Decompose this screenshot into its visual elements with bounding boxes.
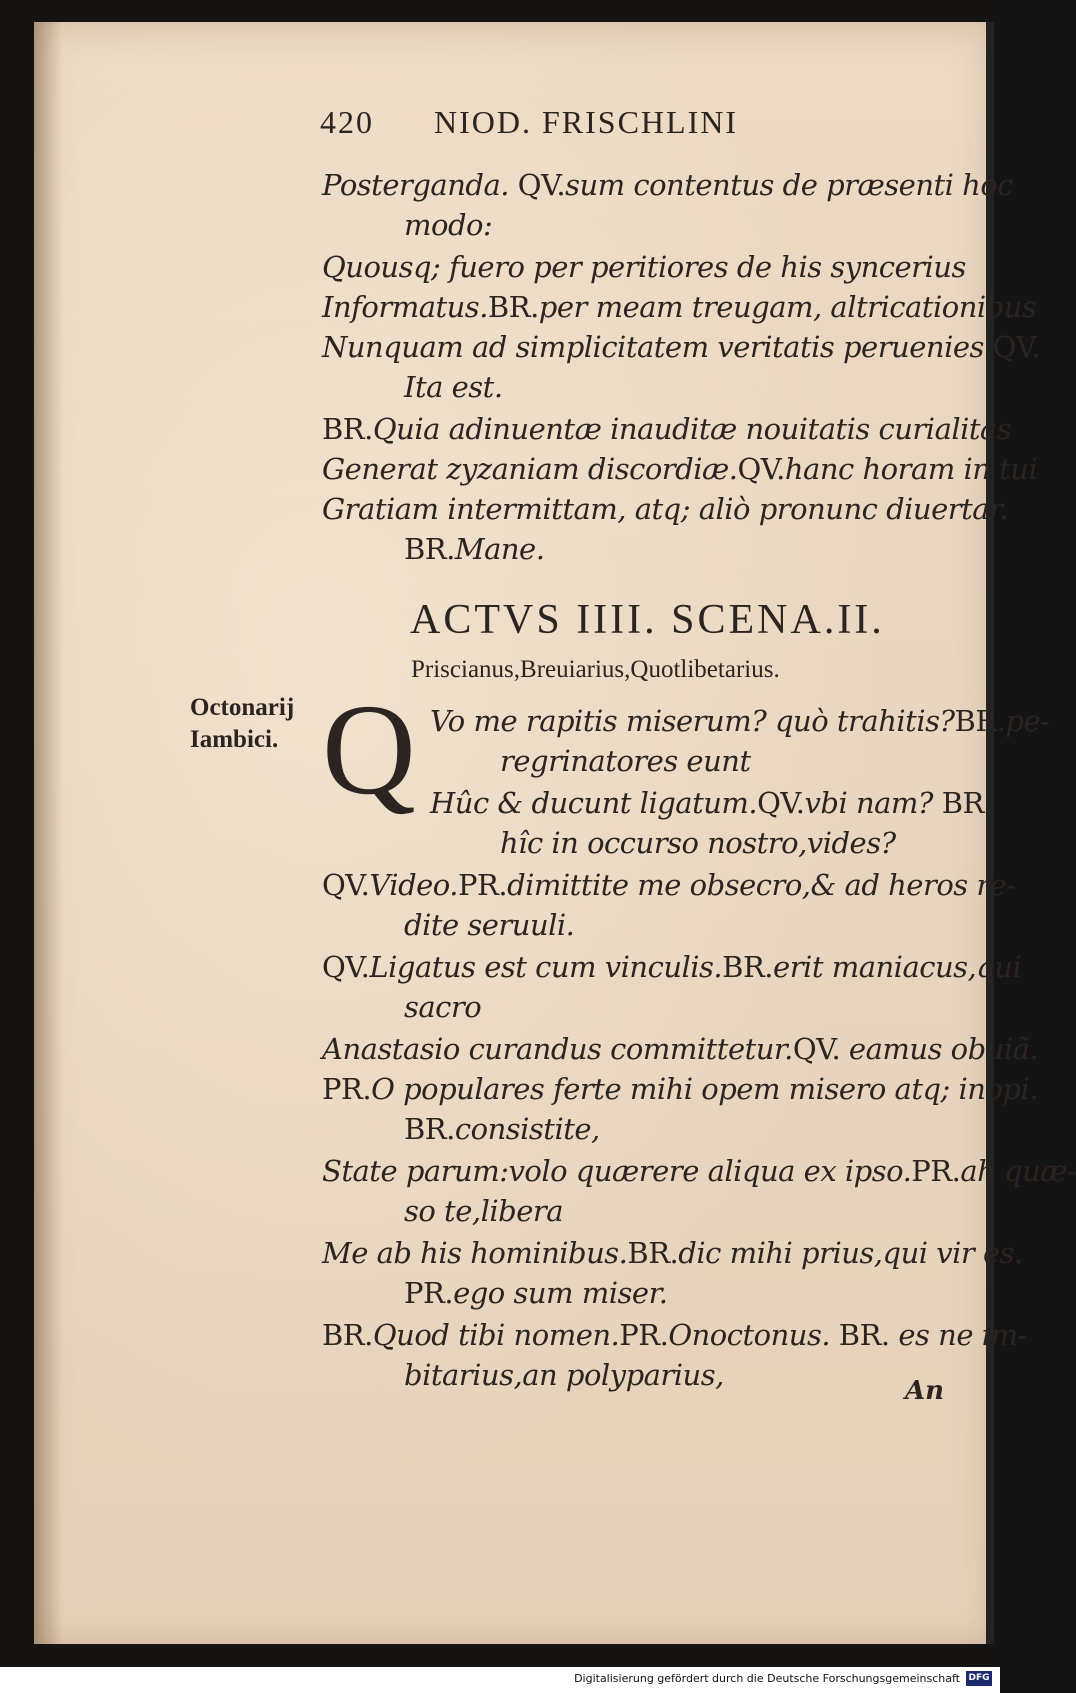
running-head — [320, 104, 738, 141]
verse-text: Mane. — [454, 532, 545, 566]
speaker-label: BR. — [322, 412, 373, 446]
verse-text: regrinatores eunt — [500, 744, 751, 778]
dramatis-personae: Priscianus,Breuiarius,Quotlibetarius. — [411, 656, 780, 683]
speaker-label: PR. — [404, 1276, 454, 1310]
verse-text: erit maniacus,qui — [773, 950, 1022, 984]
verse-text: es ne im- — [889, 1318, 1027, 1352]
scene-verse-line — [322, 1318, 1027, 1352]
running-title: NIOD. FRISCHLINI — [434, 104, 738, 140]
scene-verse-line — [322, 1154, 1076, 1188]
verse-text: sum contentus de præsenti hoc — [565, 168, 1014, 202]
verse-text: Gratiam intermittam, atq; aliò pronunc diuertar. — [322, 492, 1008, 526]
scene-verse-line — [404, 908, 574, 942]
speaker-label: QV. — [737, 452, 785, 486]
top-verse-line — [322, 330, 1040, 364]
scene-verse-line — [404, 1112, 600, 1146]
verse-text: Ita est. — [404, 370, 503, 404]
verse-text: Ligatus est cum vinculis. — [369, 950, 723, 984]
top-verse-line — [404, 532, 544, 566]
verse-text: per meam treugam, altricationibus — [538, 290, 1037, 324]
verse-text: pe- — [1005, 704, 1050, 738]
speaker-label: PR. — [457, 868, 508, 902]
dfg-logo: DFG — [966, 1671, 992, 1686]
speaker-label: QV. — [757, 786, 805, 820]
speaker-label: PR. — [911, 1154, 961, 1188]
speaker-label: PR. — [619, 1318, 669, 1352]
scene-heading: ACTVS IIII. SCENA.II. — [410, 597, 885, 643]
speaker-label: QV. — [322, 950, 370, 984]
scene-verse-line — [404, 990, 481, 1024]
verse-text: Me ab his hominibus. — [322, 1236, 628, 1270]
verse-text: hîc in occurso nostro,vides? — [500, 826, 896, 860]
verse-text: vbi nam? — [804, 786, 942, 820]
speaker-label: BR. — [838, 1318, 890, 1352]
scene-verse-line — [430, 704, 1049, 738]
verse-text: State parum:volo quærere aliqua ex ipso. — [322, 1154, 912, 1188]
drop-cap-initial: Q — [322, 678, 416, 822]
scene-verse-line — [500, 826, 896, 860]
verse-text: dimittite me obsecro,& ad heros re- — [507, 868, 1016, 902]
verse-text: Onoctonus. — [668, 1318, 839, 1352]
margin-note — [190, 692, 294, 756]
scene-verse-line — [500, 744, 751, 778]
verse-text: ah quæ- — [960, 1154, 1076, 1188]
verse-text: consistite, — [454, 1112, 600, 1146]
verse-text: Anastasio curandus committetur. — [322, 1032, 793, 1066]
verse-text: Hûc & ducunt ligatum. — [430, 786, 758, 820]
top-verse-line — [322, 492, 1008, 526]
speaker-label: BR. — [941, 786, 993, 820]
margin-note-line-2: Iambici. — [190, 726, 279, 753]
verse-text: Quia adinuentæ inauditæ nouitatis curialitas — [372, 412, 1012, 446]
top-verse-line — [404, 208, 492, 242]
speaker-label: QV. — [322, 868, 370, 902]
top-verse-line — [322, 412, 1011, 446]
verse-text: Posterganda. — [322, 168, 518, 202]
scene-verse-line — [404, 1276, 667, 1310]
speaker-label: PR. — [322, 1072, 372, 1106]
speaker-label: BR. — [722, 950, 774, 984]
scene-verse-line — [322, 1032, 1038, 1066]
scene-verse-line — [322, 868, 1016, 902]
speaker-label: BR. — [322, 1318, 373, 1352]
digitization-footer — [0, 1667, 1000, 1693]
verse-text: Informatus. — [322, 290, 488, 324]
verse-text: so te,libera — [404, 1194, 564, 1228]
verse-text: Quod tibi nomen. — [372, 1318, 620, 1352]
scene-verse-line — [404, 1194, 563, 1228]
verse-text: Generat zyzaniam discordiæ. — [322, 452, 738, 486]
verse-text: Vo me rapitis miserum? quò trahitis? — [430, 704, 955, 738]
speaker-label: BR. — [404, 532, 455, 566]
page-number: 420 — [320, 104, 374, 140]
verse-text: eamus obuiã. — [840, 1032, 1039, 1066]
speaker-label: QV. — [517, 168, 566, 202]
top-verse-line — [322, 452, 1037, 486]
speaker-label: BR. — [404, 1112, 455, 1146]
page-edge — [986, 22, 994, 1644]
scene-verse-line — [322, 1072, 1038, 1106]
top-verse-line — [404, 370, 503, 404]
scene-verse-line — [322, 950, 1021, 984]
verse-text: Video. — [369, 868, 458, 902]
verse-text: dite seruuli. — [404, 908, 575, 942]
speaker-label: QV. — [792, 1032, 841, 1066]
speaker-label: QV. — [992, 330, 1040, 364]
catchword: An — [905, 1376, 945, 1406]
verse-text: Quousq; fuero per peritiores de his syncerius — [322, 250, 966, 284]
verse-text: bitarius,an polyparius, — [404, 1358, 724, 1392]
verse-text: modo: — [404, 208, 493, 242]
speaker-label: BR. — [627, 1236, 679, 1270]
scene-verse-line — [322, 1236, 1023, 1270]
page-gutter-shadow — [34, 22, 62, 1644]
verse-text: O populares ferte mihi opem misero atq; inopi. — [371, 1072, 1038, 1106]
top-verse-line — [322, 250, 966, 284]
verse-text: hanc horam in tui — [784, 452, 1038, 486]
verse-text: ego sum miser. — [453, 1276, 668, 1310]
funding-credit: Digitalisierung gefördert durch die Deutsche Forschungsgemeinschaft — [574, 1672, 960, 1685]
scene-verse-line — [430, 786, 993, 820]
margin-note-line-1: Octonarij — [190, 694, 295, 721]
speaker-label: BR. — [954, 704, 1006, 738]
speaker-label: BR. — [487, 290, 539, 324]
verse-text: Nunquam ad simplicitatem veritatis peruenies. — [322, 330, 993, 364]
top-verse-line — [322, 290, 1036, 324]
verse-text: dic mihi prius,qui vir es. — [678, 1236, 1023, 1270]
verse-text: sacro — [404, 990, 482, 1024]
top-verse-line — [322, 168, 1013, 202]
scene-verse-line — [404, 1358, 724, 1392]
